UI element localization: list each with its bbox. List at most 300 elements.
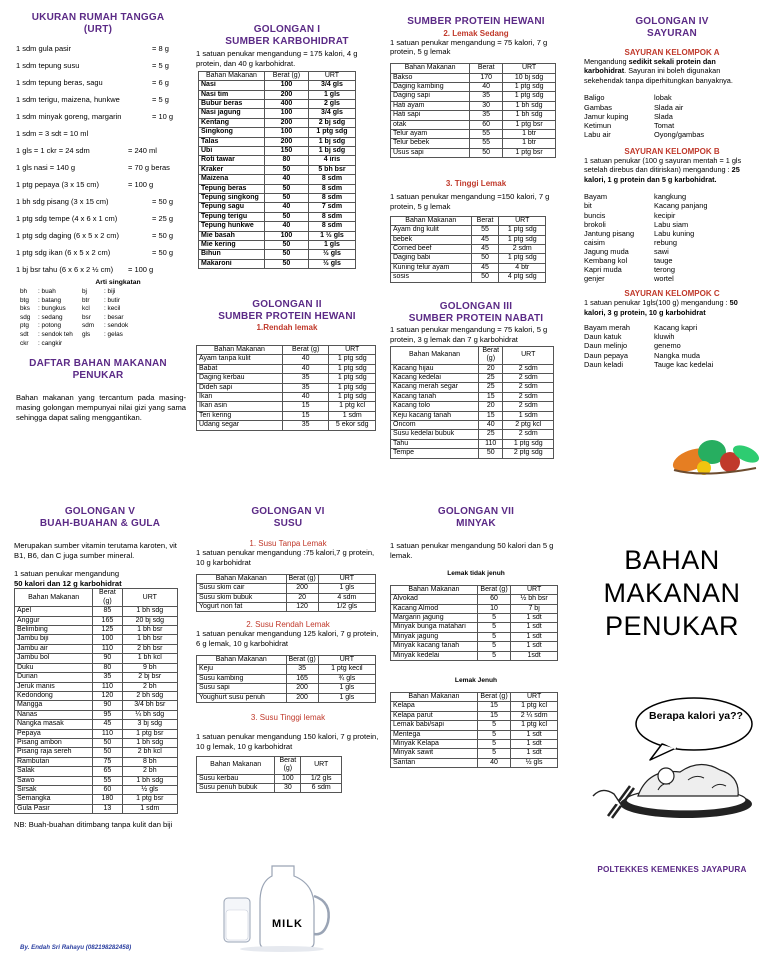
urt-value: = 50 g (152, 248, 174, 257)
table-cell: Babat (197, 364, 283, 373)
vegetable-item: genjer (584, 274, 605, 284)
table-cell: 8 sdm (308, 175, 355, 184)
abbreviation-cell (104, 340, 144, 349)
urt-label: 1 bh sdg pisang (3 x 15 cm) (16, 197, 109, 206)
urt-value: = 50 g (152, 231, 174, 240)
table-cell: 2 gls (308, 99, 355, 108)
abbreviation-cell: bh (20, 288, 28, 295)
table-header-cell: URT (503, 64, 556, 73)
table-header-cell: Bahan Makanan (391, 692, 478, 701)
urt-label: 1 sdm minyak goreng, margarin (16, 112, 122, 121)
table-cell: 2 ptg kcl (503, 420, 554, 429)
vegetable-item: wortel (654, 274, 674, 284)
table-row (199, 118, 356, 127)
gol6-t2-intro: 1 satuan penukar mengandung 125 kalori, 7 g protein, 6 g lemak, 10 g karbohidrat (196, 629, 379, 649)
gol3-intro: 1 satuan penukar mengandung = 75 kalori, 5 g protein, 3 g lemak dan 7 g karbohidrat (390, 325, 548, 344)
table-cell: ½ gls (308, 259, 355, 268)
table-cell: 1 bj sdg (308, 137, 355, 146)
table-cell: Susu skim cair (197, 584, 287, 593)
table-cell: 25 (479, 383, 503, 392)
table-cell: 1 bh bsr (122, 635, 177, 644)
table-cell: 180 (93, 795, 122, 804)
urt-row (16, 198, 186, 215)
table-cell: 8 sdm (308, 184, 355, 193)
abbreviation-cell (82, 340, 104, 349)
table-cell: 15 (479, 411, 503, 420)
abbreviation-cell: : potong (38, 322, 62, 330)
table-header-row (391, 216, 546, 225)
table-cell: 20 (479, 402, 503, 411)
table-cell: 85 (93, 607, 122, 616)
vegetable-item: Daun pepaya (584, 350, 628, 360)
table-cell: 1 sdt (511, 749, 558, 758)
milk-label: MILK (272, 918, 303, 930)
vegetable-item: Labu kuning (654, 228, 695, 238)
table-cell: Ikan (197, 393, 283, 402)
table-cell: 45 (471, 244, 499, 253)
urt-value: = 240 ml (128, 146, 157, 155)
abbreviation-cell: : sendok (104, 322, 129, 330)
table-header-cell: Berat (g) (264, 71, 308, 80)
table-cell: 75 (93, 757, 122, 766)
table-header-cell: Bahan Makanan (197, 574, 287, 583)
cover-title-line3: PENUKAR (604, 611, 740, 641)
gol7-t1-title: Lemak tidak jenuh (447, 569, 505, 577)
table-row (199, 156, 356, 165)
table-cell: Daging sapi (391, 92, 470, 101)
table-cell: Usus sapi (391, 148, 470, 157)
table-cell: 3/4 gls (308, 109, 355, 118)
table-cell: 40 (264, 175, 308, 184)
table-cell: Minyak sawit (391, 749, 478, 758)
table-header-cell: URT (301, 756, 342, 774)
table-cell: 150 (264, 146, 308, 155)
table-cell: 100 (264, 81, 308, 90)
table-cell: 110 (479, 439, 503, 448)
urt-row (16, 232, 186, 249)
abbreviation-cell: bsr (82, 313, 91, 321)
table-cell: Susu kedelai bubuk (391, 430, 479, 439)
urt-label: 1 sdm tepung susu (16, 61, 80, 70)
table-cell: 1 sdt (511, 613, 558, 622)
table-cell: 5 (477, 749, 510, 758)
table-cell: 80 (264, 156, 308, 165)
urt-value: = 25 g (152, 214, 174, 223)
sayuran-b-title: SAYURAN KELOMPOK B (624, 146, 720, 156)
table-cell: Kelapa (391, 702, 478, 711)
table-cell: 50 (93, 748, 122, 757)
table-row (15, 757, 178, 766)
gol1-title: GOLONGAN I SUMBER KARBOHIDRAT (225, 24, 349, 47)
table-row (391, 595, 558, 604)
abbreviation-cell: ptg (20, 322, 29, 330)
table-cell: 50 (264, 212, 308, 221)
table-header-cell: Berat (g) (286, 656, 318, 665)
abbreviation-cell: : biji (104, 288, 116, 295)
table-row (15, 654, 178, 663)
table-cell: Singkong (199, 128, 265, 137)
table-cell: Minyak Kelapa (391, 740, 478, 749)
table-header-cell: URT (329, 346, 376, 355)
table-cell: 95 (93, 710, 122, 719)
table-cell: Mie kering (199, 241, 265, 250)
table-cell: 1 bj sdg (308, 146, 355, 155)
table-row (15, 804, 178, 813)
table-cell: bebek (391, 235, 472, 244)
table-cell: 50 (264, 184, 308, 193)
table-cell: Corned beef (391, 244, 472, 253)
vegetable-item: kangkung (654, 192, 687, 202)
table-cell: 40 (282, 355, 329, 364)
table-row (391, 130, 556, 139)
table-cell: Keju kacang tanah (391, 411, 479, 420)
table-cell: Daging kerbau (197, 374, 283, 383)
urt-label: 1 ptg sdg tempe (4 x 6 x 1 cm) (16, 214, 118, 223)
table-cell: Duku (15, 663, 93, 672)
vegetable-item: Daun keladi (584, 359, 624, 369)
table-row (197, 374, 376, 383)
table-cell: 2 sdm (503, 383, 554, 392)
table-header-row (197, 574, 376, 583)
table-row (199, 146, 356, 155)
table-cell: Minyak bunga matahari (391, 623, 478, 632)
table-cell: 1 sdt (511, 740, 558, 749)
table-cell: 35 (282, 374, 329, 383)
table-row (391, 139, 556, 148)
table-cell: 2 sdm (503, 373, 554, 382)
urt-label: 1 sdm gula pasir (16, 44, 72, 53)
gol6-title: GOLONGAN VI SUSU (251, 506, 325, 529)
abbreviation-cell: btr (82, 296, 90, 304)
table-cell: 120 (93, 691, 122, 700)
table-row (15, 626, 178, 635)
table-cell: 2 sdm (503, 364, 554, 373)
table-header-cell: Bahan Makanan (391, 346, 479, 364)
table-cell: ½ gls (308, 250, 355, 259)
table-cell: Rambutan (15, 757, 93, 766)
table-row (199, 241, 356, 250)
table-cell: Minyak kacang tanah (391, 642, 478, 651)
table-row (391, 148, 556, 157)
table-header-cell: Bahan Makanan (197, 346, 283, 355)
urt-title: UKURAN RUMAH TANGGA (URT) (31, 12, 165, 35)
sayuran-c-list (584, 323, 760, 368)
table-cell: Gula Pasir (15, 804, 93, 813)
gol5-table (14, 588, 178, 814)
table-cell: Tepung terigu (199, 212, 265, 221)
table-cell: 90 (93, 654, 122, 663)
table-row (391, 273, 546, 282)
table-cell: 1 sdt (511, 623, 558, 632)
vegetable-item: buncis (584, 210, 606, 220)
gol3-title: GOLONGAN III SUMBER PROTEIN NABATI (408, 301, 544, 324)
table-cell: 8 sdm (308, 212, 355, 221)
table-cell: 2 bh bsr (122, 644, 177, 653)
vegetable-item: Jamur kuping (584, 111, 629, 121)
gol6-t3-intro: 1 satuan penukar mengandung 150 kalori, 7 g protein, 10 g lemak, 10 g karbohidrat (196, 732, 379, 751)
table-header-cell: URT (503, 346, 554, 364)
urt-value: = 5 g (152, 95, 169, 104)
table-cell: Alvokad (391, 595, 478, 604)
table-cell: Tahu (391, 439, 479, 448)
table-cell: 8 sdm (308, 222, 355, 231)
table-cell: 50 (471, 254, 499, 263)
table-cell: Semangka (15, 795, 93, 804)
table-cell: Susu skim bubuk (197, 593, 287, 602)
table-row (15, 682, 178, 691)
table-cell: 50 (264, 241, 308, 250)
vegetable-item: genemo (654, 341, 681, 351)
table-row (15, 710, 178, 719)
table-cell: Oncom (391, 420, 479, 429)
table-row (199, 250, 356, 259)
table-cell: sosis (391, 273, 472, 282)
table-cell: 1 bh sdg (122, 738, 177, 747)
table-cell: Pisang raja sereh (15, 748, 93, 757)
table-cell: 30 (470, 101, 503, 110)
table-cell: 2 bh kcl (122, 748, 177, 757)
table-cell: Kacang merah segar (391, 383, 479, 392)
table-row (15, 720, 178, 729)
table-header-cell: Berat (g) (286, 574, 318, 583)
gol5-note: NB: Buah-buahan ditimbang tanpa kulit dan biji (14, 820, 173, 830)
table-cell: 5 (477, 632, 510, 641)
table-cell: 35 (93, 673, 122, 682)
table-cell: 40 (264, 203, 308, 212)
table-row (199, 137, 356, 146)
table-header-row (197, 346, 376, 355)
table-cell: Nasi jagung (199, 109, 265, 118)
hewani-sedang-title: SUMBER PROTEIN HEWANI (407, 16, 545, 27)
table-cell: 1 sdm (503, 411, 554, 420)
table-row (197, 355, 376, 364)
abbreviation-cell: : sendok teh (38, 330, 73, 338)
table-cell: 1 sdt (511, 730, 558, 739)
table-row (199, 109, 356, 118)
table-cell: 1 bh sdg (122, 776, 177, 785)
table-cell: 15 (479, 392, 503, 401)
table-row (15, 767, 178, 776)
table-cell: Santan (391, 758, 478, 767)
table-cell: Ayam tanpa kulit (197, 355, 283, 364)
table-cell: 4 sdm (318, 593, 375, 602)
table-row (197, 584, 376, 593)
cover-title-line1: BAHAN (624, 545, 720, 575)
table-cell: Telur bebek (391, 139, 470, 148)
table-cell: 60 (470, 120, 503, 129)
table-cell: Kentang (199, 118, 265, 127)
table-header-cell: Bahan Makanan (391, 585, 478, 594)
table-row (197, 383, 376, 392)
urt-row (16, 113, 186, 130)
table-cell: 1 ptg sdg (308, 128, 355, 137)
urt-value (152, 130, 186, 147)
table-row (199, 175, 356, 184)
table-row (391, 420, 554, 429)
food-plate-illustration (588, 746, 758, 826)
table-header-cell: URT (308, 71, 355, 80)
table-cell: ¾ gls (318, 674, 375, 683)
table-cell: 200 (286, 684, 318, 693)
hewani-tinggi-table (390, 216, 546, 283)
table-cell: 1 btr (503, 130, 556, 139)
urt-row (16, 96, 186, 113)
table-row (15, 729, 178, 738)
urt-label: 1 bj bsr tahu (6 x 6 x 2 ½ cm) (16, 265, 114, 274)
table-header-cell: URT (122, 589, 177, 607)
urt-label: 1 ptg sdg daging (6 x 5 x 2 cm) (16, 231, 119, 240)
vegetable-item: Bayam (584, 192, 608, 202)
table-cell: Jeruk manis (15, 682, 93, 691)
table-cell: 2 ptg sdg (503, 449, 554, 458)
abbreviation-cell: : butir (104, 296, 120, 304)
table-cell: 40 (264, 222, 308, 231)
table-cell: 55 (470, 139, 503, 148)
table-cell: 15 (282, 411, 329, 420)
hewani-sedang-subtitle: 2. Lemak Sedang (443, 28, 509, 38)
urt-label: 1 gls = 1 ckr = 24 sdm (16, 146, 90, 155)
table-cell: Jambu biji (15, 635, 93, 644)
table-cell: Tempe (391, 449, 479, 458)
table-cell: 100 (264, 128, 308, 137)
table-cell: Yogurt non fat (197, 602, 287, 611)
table-cell: Udang segar (197, 421, 283, 430)
table-row (15, 616, 178, 625)
table-cell: Daging babi (391, 254, 472, 263)
table-cell: 9 bh (122, 663, 177, 672)
table-cell: 1 bh kcl (122, 654, 177, 663)
table-cell: 120 (286, 602, 318, 611)
table-cell: 2 sdm (503, 402, 554, 411)
table-cell: Kelapa parut (391, 711, 478, 720)
gol6-t1-intro: 1 satuan penukar mengandung :75 kalori,7 g protein, 10 g karbohidrat (196, 548, 375, 567)
urt-row (16, 79, 186, 96)
table-cell: 25 (479, 373, 503, 382)
table-cell: 10 bj sdg (503, 73, 556, 82)
table-row (199, 194, 356, 203)
bubble-text: Berapa kalori ya?? (649, 710, 743, 722)
gol1-table (198, 71, 356, 270)
vegetable-item: terong (654, 265, 675, 275)
table-row (391, 244, 546, 253)
gol3-table (390, 346, 554, 459)
sayuran-c-title: SAYURAN KELOMPOK C (624, 289, 720, 299)
table-header-cell: Berat (471, 216, 499, 225)
table-header-cell: Bahan Makanan (391, 216, 472, 225)
abbreviation-cell: kcl (82, 305, 90, 313)
cover-title (582, 544, 762, 643)
table-cell: Hati sapi (391, 111, 470, 120)
vegetable-item: Bayam merah (584, 323, 631, 333)
urt-row (16, 130, 186, 147)
table-cell: Ayam dng kulit (391, 226, 472, 235)
table-row (15, 795, 178, 804)
gol6-t2-table (196, 655, 376, 703)
table-header-cell: Berat (g) (282, 346, 329, 355)
table-cell: Tepung singkong (199, 194, 265, 203)
table-cell: 100 (264, 109, 308, 118)
table-cell: 5 (477, 613, 510, 622)
table-header-cell: URT (499, 216, 546, 225)
table-cell: 3 bj sdg (122, 720, 177, 729)
vegetable-item: Nangka muda (654, 350, 701, 360)
table-cell: 5 ekor sdg (329, 421, 376, 430)
urt-value: = 100 g (128, 265, 154, 274)
table-row (391, 101, 556, 110)
table-row (15, 785, 178, 794)
table-cell: Nanas (15, 710, 93, 719)
table-cell: 1 sdm (329, 411, 376, 420)
table-row (391, 120, 556, 129)
gol6-t2-title: 2. Susu Rendah Lemak (246, 620, 330, 630)
table-cell: 200 (264, 118, 308, 127)
table-row (199, 222, 356, 231)
table-row (391, 613, 558, 622)
vegetable-item: tauge (654, 256, 673, 266)
table-cell: 5 (477, 740, 510, 749)
vegetable-item: Kacang kapri (654, 323, 698, 333)
table-header-cell: Bahan Makanan (199, 71, 265, 80)
table-cell: Talas (199, 137, 265, 146)
table-cell: 40 (282, 393, 329, 402)
table-row (199, 231, 356, 240)
golongan-6 (196, 506, 380, 793)
table-cell: 4 iris (308, 156, 355, 165)
table-cell: Minyak jagung (391, 632, 478, 641)
golongan-7 (390, 506, 562, 768)
table-row (197, 402, 376, 411)
table-row (199, 184, 356, 193)
urt-row (16, 249, 186, 266)
abbreviation-cell: ckr (20, 339, 29, 347)
table-row (391, 642, 558, 651)
table-cell: 1 gls (318, 693, 375, 702)
table-cell: Kacang hijau (391, 364, 479, 373)
table-cell: 1 ptg bsr (122, 729, 177, 738)
table-cell: Mie basah (199, 231, 265, 240)
table-cell: 5 (477, 623, 510, 632)
table-cell: 1 gls (318, 584, 375, 593)
table-cell: 20 (479, 364, 503, 373)
abbreviation-cell: bks (20, 305, 30, 313)
table-cell: Nasi (199, 81, 265, 90)
table-header-row (391, 64, 556, 73)
table-cell: Sirsak (15, 785, 93, 794)
gol7-t2-table (390, 692, 558, 768)
table-cell: Jambu air (15, 644, 93, 653)
table-cell: Sawo (15, 776, 93, 785)
table-header-row (391, 692, 558, 701)
vegetable-item: Kapri muda (584, 265, 622, 275)
table-cell: 20 bj sdg (122, 616, 177, 625)
table-cell: 15 (477, 711, 510, 720)
sayuran-a-list (584, 93, 760, 138)
table-row (391, 73, 556, 82)
hewani-tinggi-intro: 1 satuan penukar mengandung =150 kalori, 7 g protein, 5 g lemak (390, 192, 550, 211)
table-header-cell: Berat (g) (479, 346, 503, 364)
table-cell: 10 (477, 604, 510, 613)
sayuran-a-text: Mengandung sedikit sekali protein dan karbohidrat. Sayuran ini boleh digunakan sekehendak tanpa diperhitungkan banyaknya. (584, 57, 733, 85)
table-row (15, 644, 178, 653)
table-cell: 110 (93, 729, 122, 738)
table-header-row (199, 71, 356, 80)
urt-label: 1 ptg pepaya (3 x 15 cm) (16, 180, 99, 189)
table-cell: 1 ptg kcl (329, 402, 376, 411)
table-row (15, 701, 178, 710)
vegetable-item: caisim (584, 237, 605, 247)
table-cell: 5 (477, 721, 510, 730)
table-cell: Bihun (199, 250, 265, 259)
